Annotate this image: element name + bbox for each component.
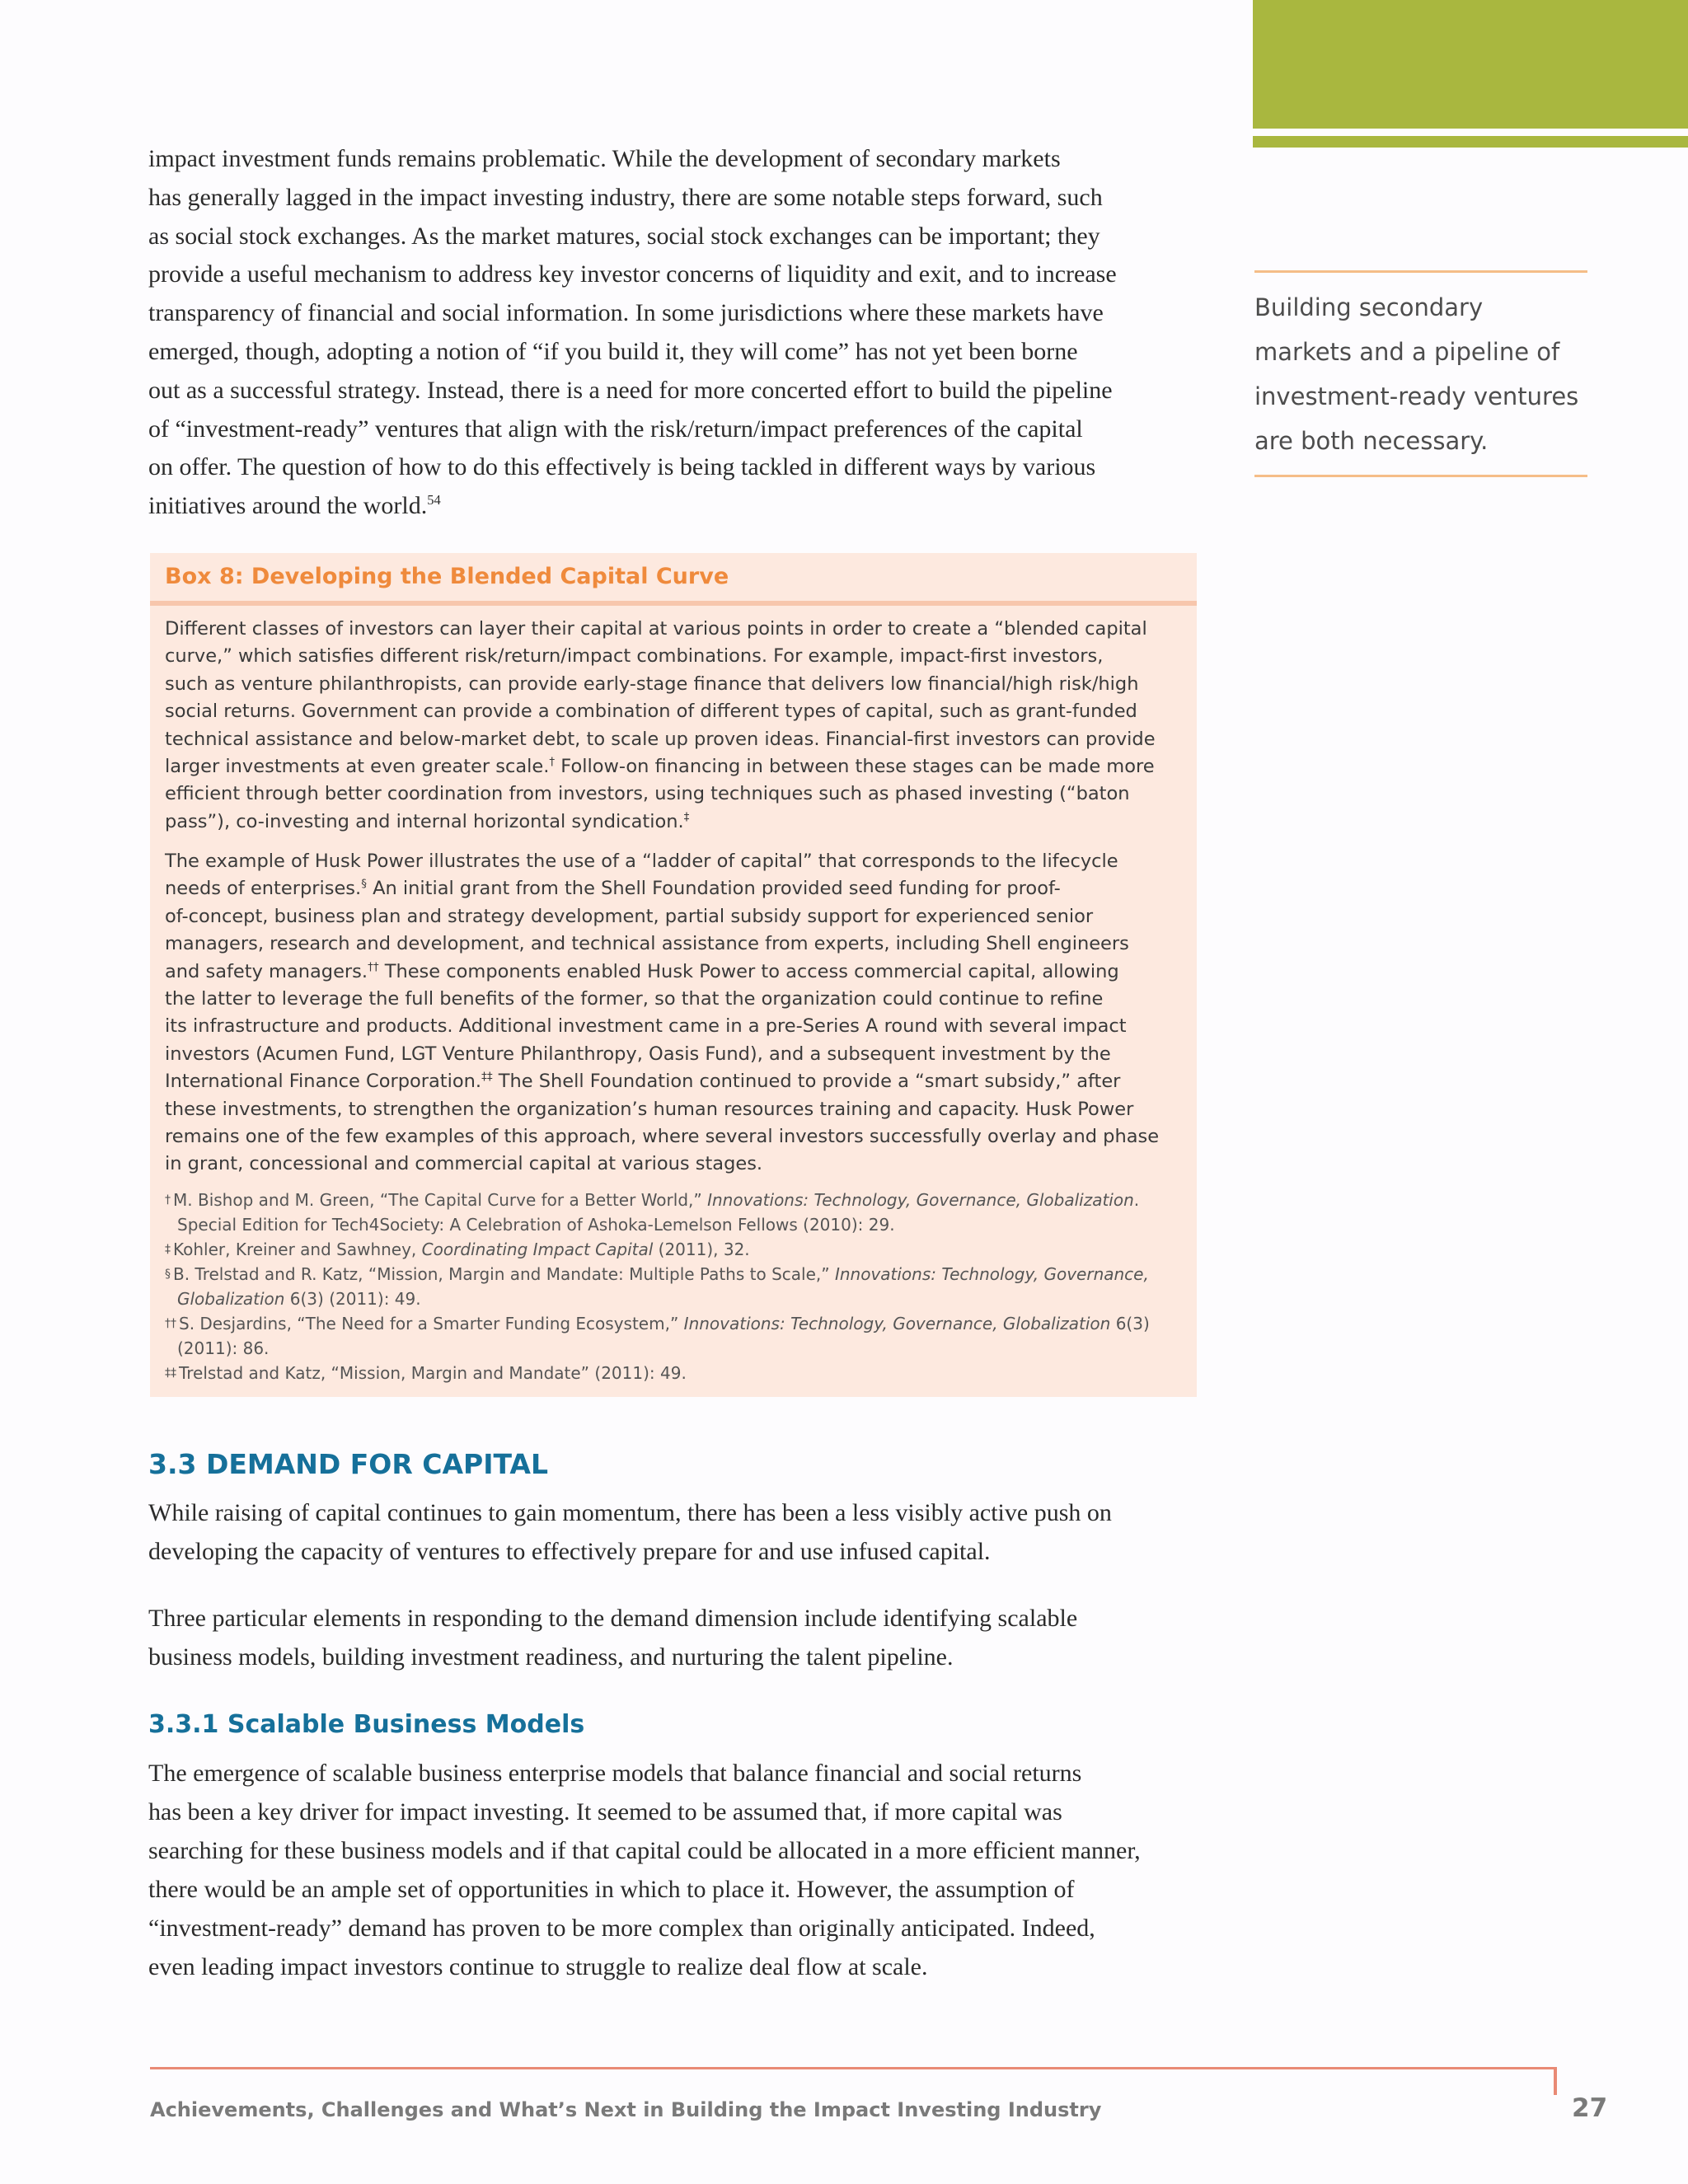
footer-title: Achievements, Challenges and What’s Next in Building the Impact Investing Industry [150,2098,1102,2121]
footnote-mark[interactable]: § [361,877,367,891]
footnote-continuation: (2011): 86. [177,1338,270,1358]
footnote [165,1188,1195,1212]
footnote-text: B. Trelstad and R. Katz, “Mission, Margin and Mandate: Multiple Paths to Scale,” [173,1264,835,1284]
box-line: investors (Acumen Fund, LGT Venture Philanthropy, Oasis Fund), and a subsequent investment by the [165,1043,1111,1065]
footnote-continuation [165,1286,1195,1311]
footnote-marker: † [165,1193,171,1207]
footnote-marker: § [165,1268,171,1281]
footer-rule-tick [1554,2067,1557,2095]
footnote-text: . [1133,1190,1140,1210]
box-line: such as venture philanthropists, can provide early-stage finance that delivers low financial/high risk/high [165,673,1139,695]
section-heading-3-3-1: 3.3.1 Scalable Business Models [148,1710,585,1739]
footnote-continuation: Special Edition for Tech4Society: A Celebration of Ashoka-Lemelson Fellows (2010): 29. [177,1215,895,1235]
text-line: emerged, though, adopting a notion of “if you build it, they will come” has not yet been borne [148,337,1078,365]
footnote-text: (2011), 32. [653,1240,750,1259]
box-line: social returns. Government can provide a combination of different types of capital, such as grant-funded [165,701,1137,723]
pull-quote-top-rule [1254,270,1587,273]
box-line-text: pass”), co-investing and internal horizontal syndication. [165,810,684,832]
text-line: searching for these business models and if that capital could be allocated in a more efficient manner, [148,1837,1141,1864]
box-line [165,753,1187,780]
box-line [165,808,1187,836]
box-line-text: Follow-on financing in between these stages can be made more [555,756,1155,778]
pull-quote-line: are both necessary. [1254,427,1489,455]
pull-quote-line: Building secondary [1254,293,1484,321]
footnote [165,1361,1195,1385]
box-line-text: and safety managers. [165,960,368,982]
footnote-marker: ‡‡ [165,1366,176,1380]
footnote-text: M. Bishop and M. Green, “The Capital Curve for a Better World,” [173,1190,708,1210]
footnote-text: Kohler, Kreiner and Sawhney, [173,1240,422,1259]
footnote [165,1311,1195,1336]
box-line: in grant, concessional and commercial capital at various stages. [165,1153,763,1175]
text-line: While raising of capital continues to gain momentum, there has been a less visibly active push on [148,1499,1112,1526]
section-heading-3-3: 3.3 DEMAND FOR CAPITAL [148,1448,548,1480]
box-line: technical assistance and below-market debt, to scale up proven ideas. Financial-first investors can provide [165,728,1156,750]
footnote-marker: †† [165,1317,176,1330]
box-line-text: International Finance Corporation. [165,1071,482,1093]
footnote-mark[interactable]: ‡ [683,810,690,824]
box-8-paragraph-2 [165,848,1187,1179]
text-line: developing the capacity of ventures to effectively prepare for and use infused capital. [148,1538,991,1565]
text-line: The emergence of scalable business enterprise models that balance financial and social returns [148,1760,1082,1787]
footnote-mark[interactable]: † [549,755,556,769]
text-line: has generally lagged in the impact investing industry, there are some notable steps forward, such [148,183,1103,211]
text-line: has been a key driver for impact investing. It seemed to be assumed that, if more capital was [148,1798,1062,1825]
footnote [165,1262,1195,1286]
box-line-text: An initial grant from the Shell Foundation provided seed funding for proof- [366,878,1061,900]
box-line: curve,” which satisfies different risk/return/impact combinations. For example, impact-first investors, [165,645,1104,668]
box-line: its infrastructure and products. Additional investment came in a pre-Series A round with several impact [165,1015,1127,1038]
pull-quote-bottom-rule [1254,475,1587,477]
text-line: Three particular elements in responding to the demand dimension include identifying scalable [148,1605,1078,1632]
text-line: provide a useful mechanism to address key investor concerns of liquidity and exit, and to increase [148,260,1117,288]
intro-paragraph [148,140,1203,526]
footnote-text: 6(3) [1110,1314,1150,1333]
footnote [165,1237,1195,1262]
box-8-paragraph-1 [165,616,1187,836]
footnote-italic: Innovations: Technology, Governance, Globalization [707,1190,1134,1210]
footnote-italic: Innovations: Technology, Governance, [834,1264,1149,1284]
box-line-text: needs of enterprises. [165,878,362,900]
box-line: efficient through better coordination from investors, using techniques such as phased investing (“baton [165,783,1130,805]
footnote-text: S. Desjardins, “The Need for a Smarter Funding Ecosystem,” [179,1314,684,1333]
box-line [165,958,1187,986]
footnote-mark[interactable]: †† [368,960,379,974]
footer-rule [150,2067,1556,2069]
pull-quote-line: markets and a pipeline of [1254,338,1560,366]
footnote-mark[interactable]: ‡‡ [481,1070,493,1084]
text-line: impact investment funds remains problematic. While the development of secondary markets [148,145,1061,172]
text-line: business models, building investment readiness, and nurturing the talent pipeline. [148,1643,954,1671]
section-3-3-1-paragraph [148,1754,1212,1986]
text-line: as social stock exchanges. As the market matures, social stock exchanges can be important; they [148,222,1100,250]
text-line: of “investment-ready” ventures that align with the risk/return/impact preferences of the capital [148,415,1083,443]
footnote-ref[interactable]: 54 [427,492,441,509]
section-3-3-paragraph-1 [148,1493,1212,1571]
box-line: of-concept, business plan and strategy development, partial subsidy support for experienced senior [165,905,1094,927]
box-line: remains one of the few examples of this approach, where several investors successfully overlay and phase [165,1126,1160,1148]
box-line: the latter to leverage the full benefits of the former, so that the organization could continue to refine [165,988,1104,1010]
text-line: out as a successful strategy. Instead, there is a need for more concerted effort to build the pipeline [148,376,1113,404]
box-8-title: Box 8: Developing the Blended Capital Curve [165,564,729,589]
box-line-text: The Shell Foundation continued to provide a “smart subsidy,” after [492,1071,1121,1093]
corner-color-strip [1253,136,1688,148]
box-line-text: larger investments at even greater scale. [165,756,550,778]
box-line: these investments, to strengthen the organization’s human resources training and capacity. Husk Power [165,1098,1134,1120]
section-3-3-paragraph-2 [148,1599,1212,1676]
text-line: there would be an ample set of opportunities in which to place it. However, the assumption of [148,1876,1075,1903]
pull-quote [1254,285,1601,463]
box-line: Different classes of investors can layer their capital at various points in order to create a “blended capital [165,618,1147,640]
box-line [165,875,1187,902]
box-line: The example of Husk Power illustrates the use of a “ladder of capital” that corresponds to the lifecycle [165,851,1118,872]
box-8-footnotes [165,1188,1195,1385]
page-number: 27 [1572,2093,1608,2123]
text-line: on offer. The question of how to do this effectively is being tackled in different ways by various [148,453,1096,481]
footnote-italic: Innovations: Technology, Governance, Globalization [683,1314,1111,1333]
text-line: even leading impact investors continue to struggle to realize deal flow at scale. [148,1953,928,1980]
text-line: “investment-ready” demand has proven to be more complex than originally anticipated. Indeed, [148,1915,1095,1942]
footnote-marker: ‡ [165,1243,171,1256]
box-8-title-rule [150,601,1197,606]
footnote-italic: Globalization [177,1289,285,1309]
footnote-text: Trelstad and Katz, “Mission, Margin and Mandate” (2011): 49. [179,1363,687,1383]
text-line: transparency of financial and social information. In some jurisdictions where these markets have [148,299,1104,327]
box-line-text: These components enabled Husk Power to access commercial capital, allowing [378,960,1119,982]
footnote-text: 6(3) (2011): 49. [284,1289,421,1309]
box-line: managers, research and development, and technical assistance from experts, including Shell engineers [165,933,1129,955]
text-line: initiatives around the world. [148,492,428,520]
box-line [165,1068,1187,1095]
footnote-italic: Coordinating Impact Capital [421,1240,654,1259]
pull-quote-line: investment-ready ventures [1254,382,1579,410]
corner-color-block [1253,0,1688,129]
